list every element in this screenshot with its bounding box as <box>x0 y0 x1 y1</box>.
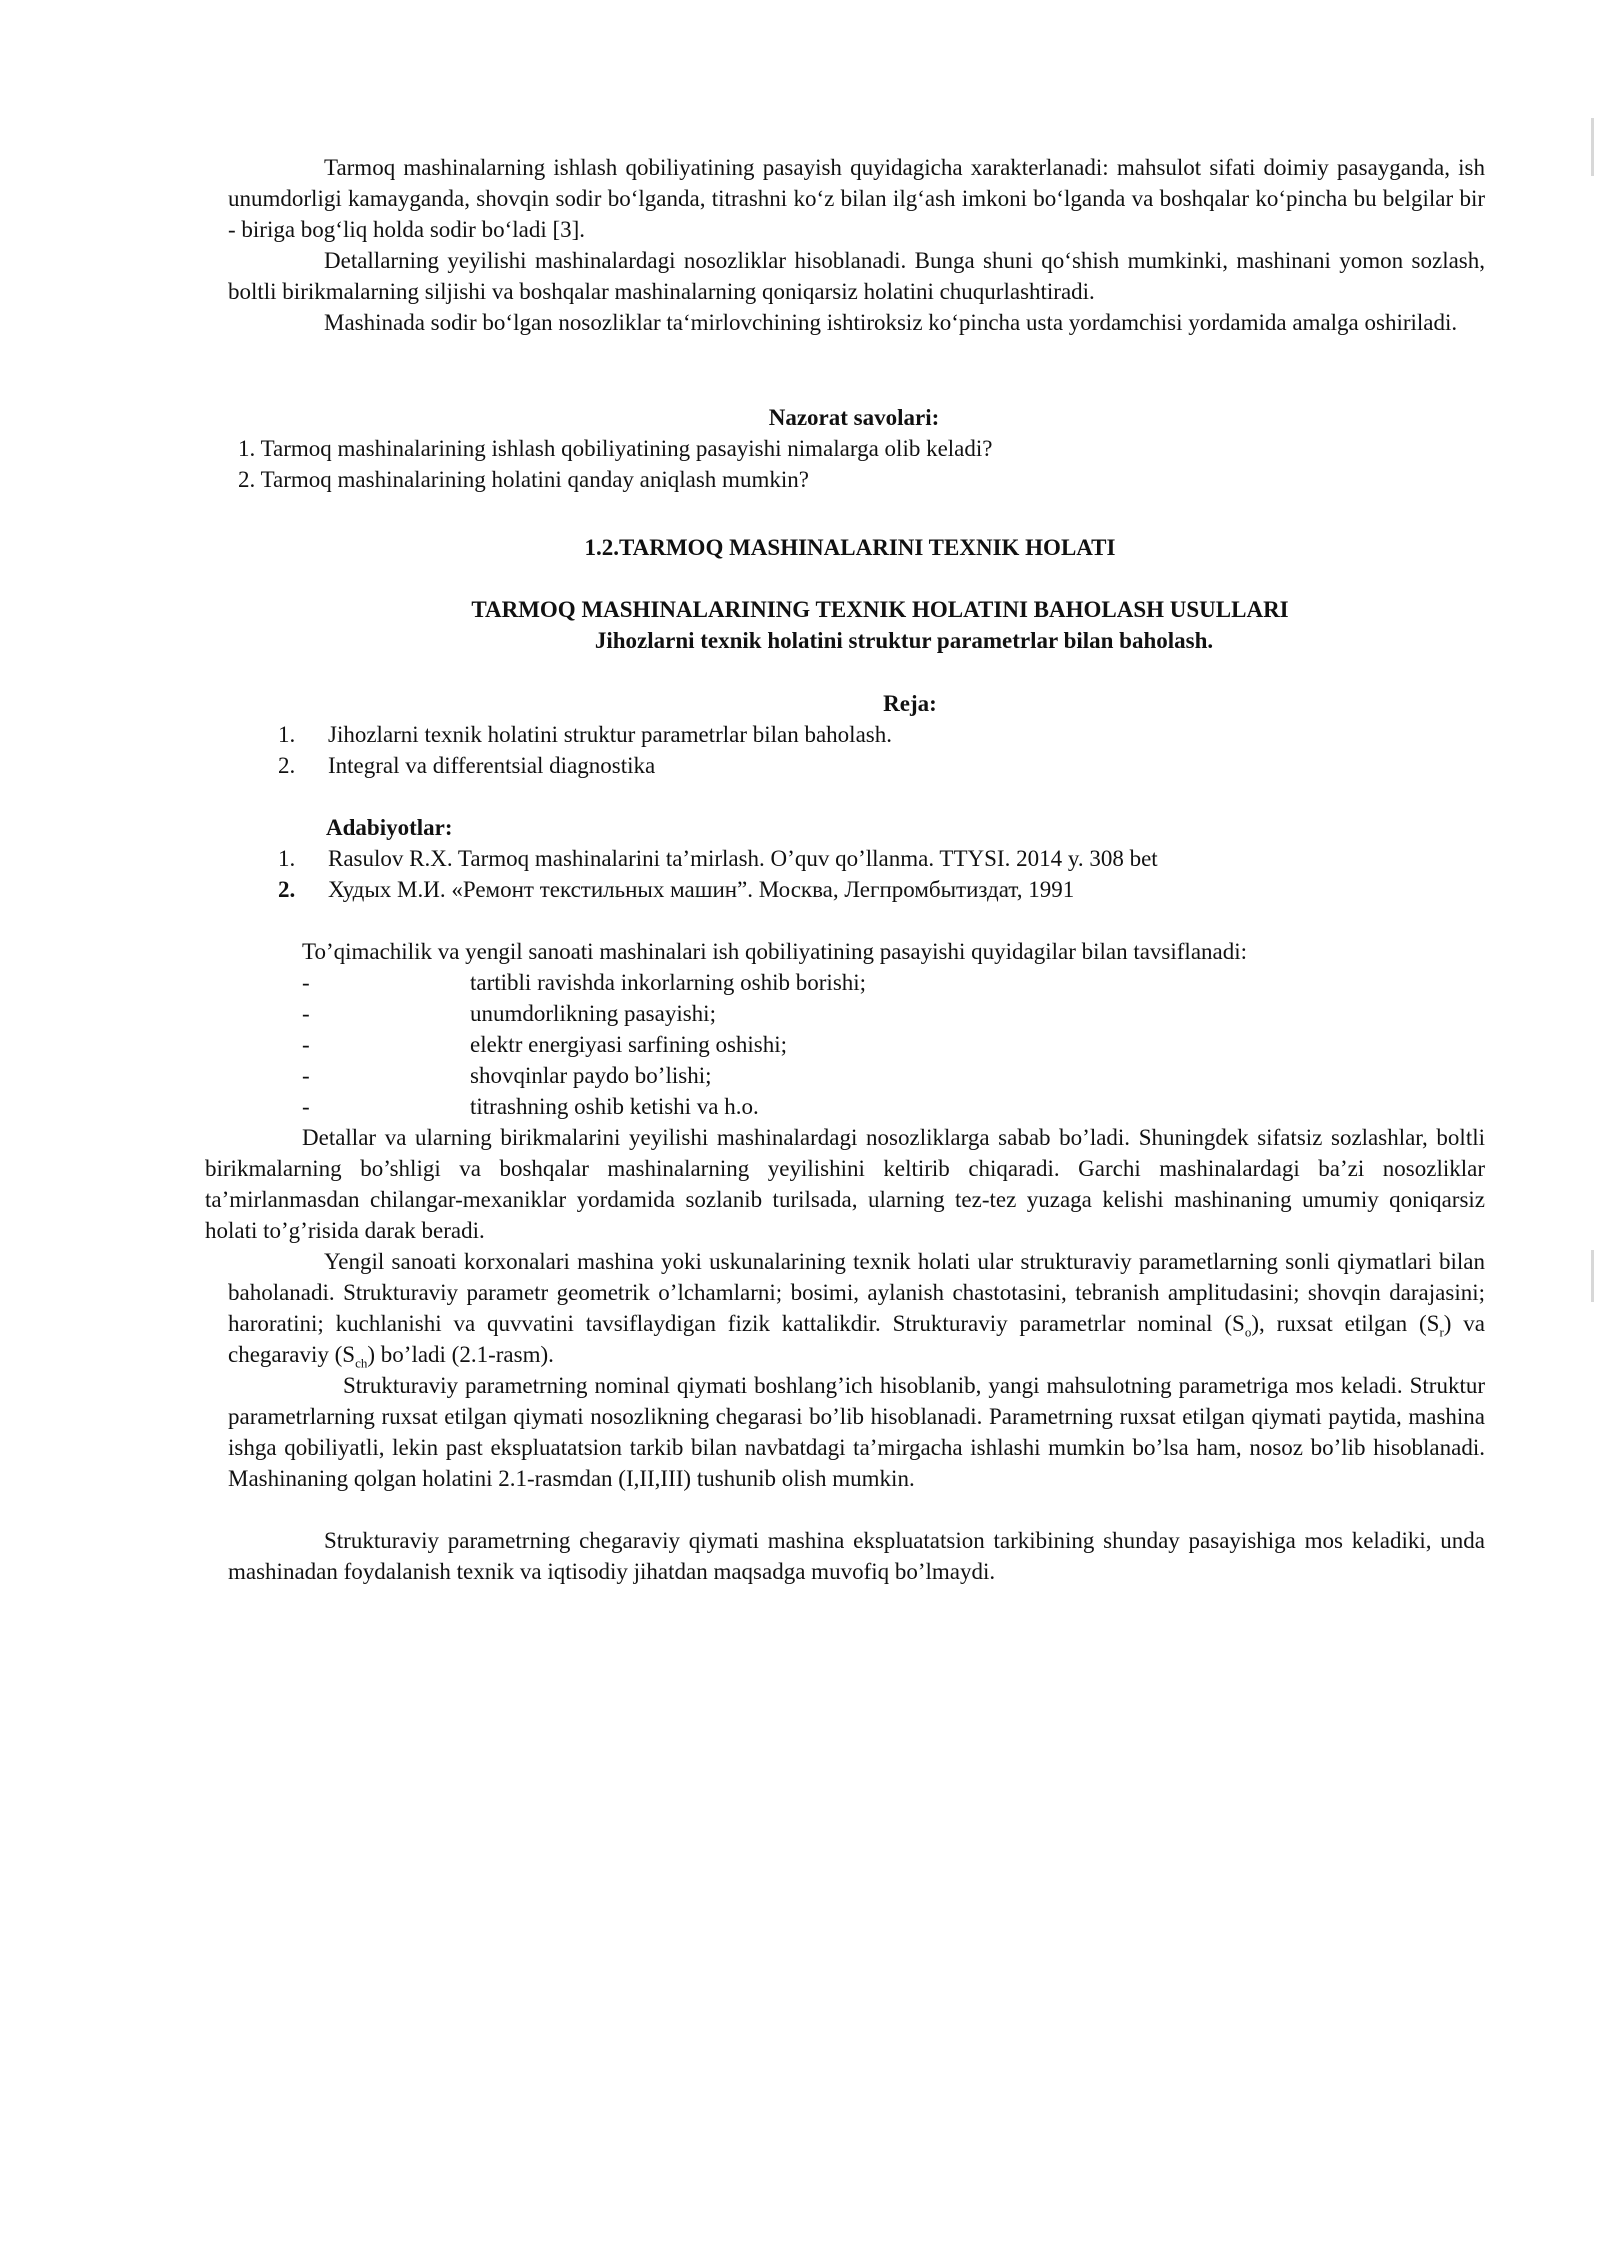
plan-list <box>278 719 1378 781</box>
nominal-value-paragraph <box>228 1370 1485 1494</box>
literature-item-number: 1. <box>278 846 296 871</box>
literature-item-text: Rasulov R.X. Tarmoq mashinalarini ta’mirlash. O’quv qo’llanma. TTYSI. 2014 y. 308 bet <box>328 846 1158 871</box>
structural-text-part: ) bo’ladi (2.1-rasm). <box>367 1342 554 1367</box>
details-paragraph-text: Detallar va ularning birikmalarini yeyilishi mashinalardagi nosozliklarga sabab bo’ladi. Shuningdek sifatsiz sozlashlar, boltli birikmalarning bo’shligi va boshqalar mashinalarning yeyilishini keltirib chiqaradi. Garchi mashinalardagi ba’zi nosozliklar ta’mirlanmasdan chilangar-mexaniklar yordamida sozlanib turilsada, ularning tez-tez yuzaga kelishi mashinaning umumiy qoniqarsiz holati to’g’risida darak beradi. <box>205 1125 1485 1243</box>
intro-paragraph-3-text: Mashinada sodir bo‘lgan nosozliklar ta‘mirlovchining ishtiroksiz ko‘pincha usta yordamchisi yordamida amalga oshiriladi. <box>324 310 1458 335</box>
literature-heading: Adabiyotlar: <box>326 815 453 840</box>
section-subtitle: TARMOQ MASHINALARINING TEXNIK HOLATINI BAHOLASH USULLARI <box>471 597 1289 622</box>
characteristics-item <box>302 1029 1402 1060</box>
plan-item-number: 2. <box>278 753 296 778</box>
literature-item <box>278 874 1478 905</box>
intro-paragraph-2 <box>228 245 1485 307</box>
section-topic: Jihozlarni texnik holatini struktur parametrlar bilan baholash. <box>594 628 1214 653</box>
control-question-1: 1. Tarmoq mashinalarining ishlash qobiliyatining pasayishi nimalarga olib keladi? <box>238 436 993 461</box>
characteristics-item <box>302 967 1402 998</box>
intro-paragraph-3 <box>228 307 1485 338</box>
characteristics-item-text: titrashning oshib ketishi va h.o. <box>470 1094 759 1119</box>
plan-item <box>278 719 1378 750</box>
subscript-nominal: o <box>1244 1324 1252 1340</box>
subscript-limit: ch <box>355 1355 368 1371</box>
structural-parameters-paragraph <box>228 1246 1485 1370</box>
characteristics-item-text: unumdorlikning pasayishi; <box>470 1001 716 1026</box>
details-paragraph <box>205 1122 1485 1246</box>
characteristics-lead: To’qimachilik va yengil sanoati mashinalari ish qobiliyatining pasayishi quyidagilar bilan tavsiflanadi: <box>302 939 1248 964</box>
subscript-allowed: r <box>1439 1324 1444 1340</box>
list-dash: - <box>302 1063 310 1088</box>
list-dash: - <box>302 970 310 995</box>
characteristics-item <box>302 998 1402 1029</box>
structural-text-part: ), ruxsat etilgan (S <box>1251 1311 1440 1336</box>
control-questions-heading: Nazorat savolari: <box>768 405 940 430</box>
plan-item <box>278 750 1378 781</box>
control-question-2: 2. Tarmoq mashinalarining holatini qanday aniqlash mumkin? <box>238 467 809 492</box>
characteristics-list <box>302 967 1402 1122</box>
characteristics-item-text: elektr energiyasi sarfining oshishi; <box>470 1032 788 1057</box>
section-title: 1.2.TARMOQ MASHINALARINI TEXNIK HOLATI <box>584 535 1116 560</box>
intro-paragraph-1-text: Tarmoq mashinalarning ishlash qobiliyatining pasayish quyidagicha xarakterlanadi: mahsulot sifati doimiy pasayganda, ish unumdorligi kamayganda, shovqin sodir bo‘lganda, titrashni ko‘z bilan ilg‘ash imkoni bo‘lganda va boshqalar ko‘pincha bu belgilar bir - biriga bog‘liq holda sodir bo‘ladi [3]. <box>228 155 1485 242</box>
characteristics-item <box>302 1060 1402 1091</box>
list-dash: - <box>302 1094 310 1119</box>
plan-heading: Reja: <box>883 691 937 716</box>
list-dash: - <box>302 1032 310 1057</box>
literature-item-text: Худых М.И. «Ремонт текстильных машин”. Москва, Легпромбытиздат, 1991 <box>328 877 1075 902</box>
intro-paragraph-2-text: Detallarning yeyilishi mashinalardagi nosozliklar hisoblanadi. Bunga shuni qo‘shish mumkinki, mashinani yomon sozlash, boltli birikmalarning siljishi va boshqalar mashinalarning qoniqarsiz holatini chuqurlashtiradi. <box>228 248 1485 304</box>
nominal-value-text: Strukturaviy parametrning nominal qiymati boshlang’ich hisoblanib, yangi mahsulotning parametriga mos keladi. Struktur parametrlarning ruxsat etilgan qiymati nosozlikning chegarasi bo’lib hisoblanadi. Parametrning ruxsat etilgan qiymati paytida, mashina ishga qobiliyatli, lekin past ekspluatatsion tarkib bilan navbatdagi ta’mirgacha ishlashi mumkin bo’lsa ham, nosoz bo’lib hisoblanadi. Mashinaning qolgan holatini 2.1-rasmdan (I,II,III) tushunib olish mumkin. <box>228 1373 1485 1491</box>
page-edge-mark <box>1591 1250 1594 1302</box>
limit-value-text: Strukturaviy parametrning chegaraviy qiymati mashina ekspluatatsion tarkibining shunday pasayishiga mos keladiki, unda mashinadan foydalanish texnik va iqtisodiy jihatdan maqsadga muvofiq bo’lmaydi. <box>228 1528 1485 1584</box>
characteristics-item-text: shovqinlar paydo bo’lishi; <box>470 1063 712 1088</box>
plan-item-number: 1. <box>278 722 296 747</box>
plan-item-text: Integral va differentsial diagnostika <box>328 753 656 778</box>
page-edge-mark <box>1591 118 1594 176</box>
literature-item-number: 2. <box>278 877 296 902</box>
structural-text-part: Yengil sanoati korxonalari mashina yoki uskunalarining texnik holati ular strukturaviy parametlarning sonli qiymatlari bilan baholanadi. Strukturaviy parametr geometrik o’lchamlarni; bosimi, aylanish chastotasini, tebranish amplitudasini; shovqin darajasini; haroratini; kuchlanishi va quvvatini tavsiflaydigan fizik kattalikdir. Strukturaviy parametrlar nominal (S <box>228 1249 1485 1336</box>
limit-value-paragraph <box>228 1525 1485 1587</box>
intro-paragraph-1 <box>228 152 1485 245</box>
structural-text-part: ) va chegaraviy (S <box>228 1311 1485 1367</box>
structural-parameters-text <box>228 1246 1485 1370</box>
plan-item-text: Jihozlarni texnik holatini struktur parametrlar bilan baholash. <box>328 722 892 747</box>
literature-item <box>278 843 1478 874</box>
characteristics-item <box>302 1091 1402 1122</box>
list-dash: - <box>302 1001 310 1026</box>
characteristics-item-text: tartibli ravishda inkorlarning oshib borishi; <box>470 970 867 995</box>
literature-list <box>278 843 1478 905</box>
